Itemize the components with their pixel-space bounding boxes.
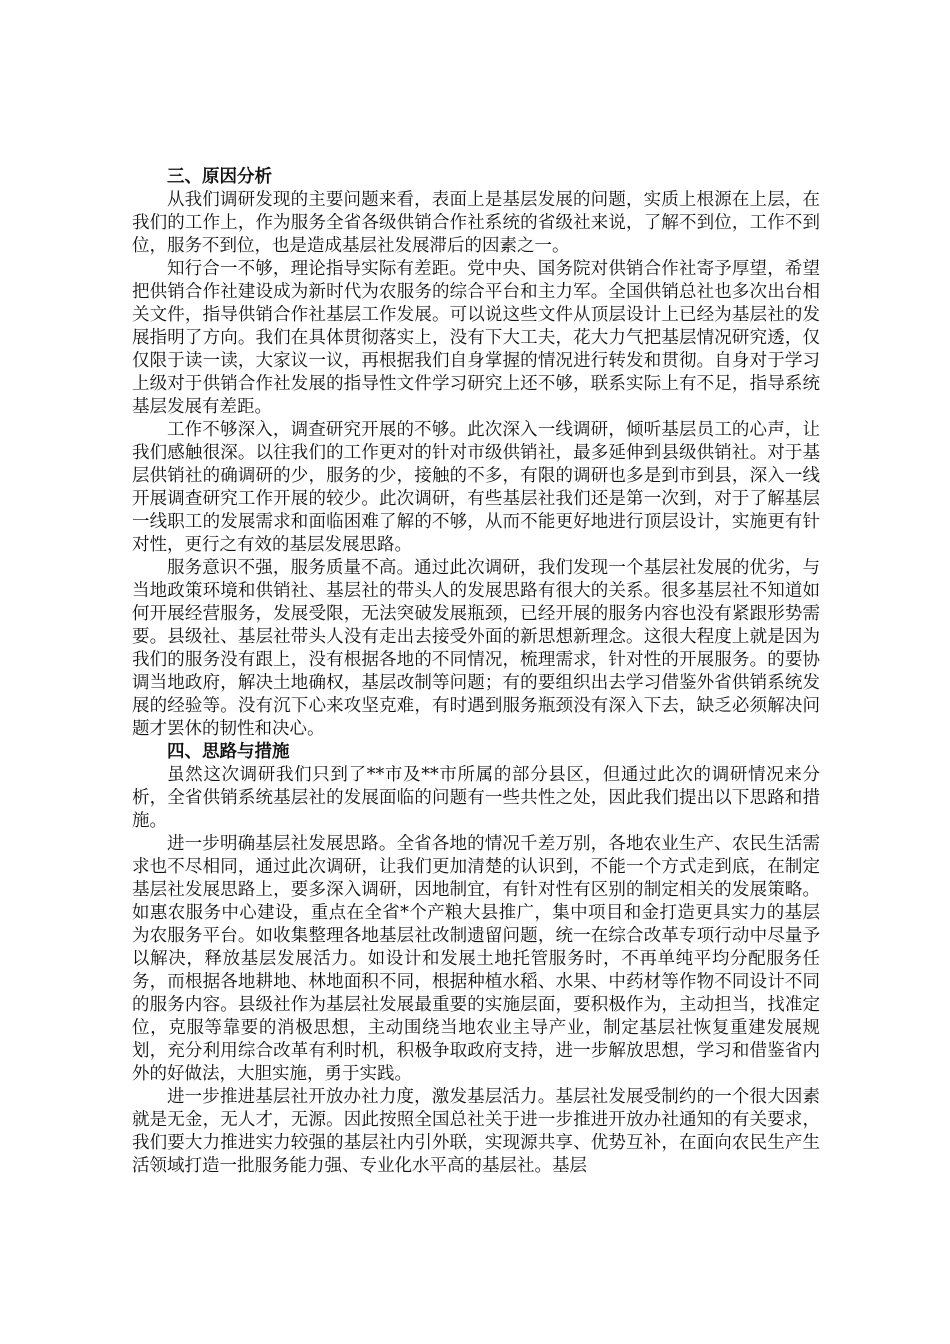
paragraph: 知行合一不够，理论指导实际有差距。党中央、国务院对供销合作社寄予厚望，希望把供销合作社建设成为新时代为农服务的综合平台和主力军。全国供销总社也多次出台相关文件，指导供销合作社基层工作发展。可以说这些文件从顶层设计上已经为基层社的发展指明了方向。我们在具体贯彻落实上，没有下大工夫，花大力气把基层情况研究透，仅仅限于读一读，大家议一议，再根据我们自身掌握的情况进行转发和贯彻。自身对于学习上级对于供销合作社发展的指导性文件学习研究上还不够，联系实际上有不足，指导系统基层发展有差距。: [132, 259, 820, 417]
paragraph: 从我们调研发现的主要问题来看，表面上是基层发展的问题，实质上根源在上层，在我们的工作上，作为服务全省各级供销合作社系统的省级社来说，了解不到位，工作不到位，服务不到位，也是造成基层社发展滞后的因素之一。: [132, 190, 820, 256]
document-page: [132, 166, 820, 1178]
section-heading-measures: 四、思路与措施: [167, 742, 290, 762]
paragraph: 工作不够深入，调查研究开展的不够。此次深入一线调研，倾听基层员工的心声，让我们感触很深。以往我们的工作更对的针对市级供销社，最多延伸到县级供销社。对于基层供销社的确调研的少，服务的少，接触的不多，有限的调研也多是到市到县，深入一线开展调查研究工作开展的较少。此次调研，有些基层社我们还是第一次到，对于了解基层一线职工的发展需求和面临困难了解的不够，从而不能更好地进行顶层设计，实施更有针对性，更行之有效的基层发展思路。: [132, 420, 820, 555]
paragraph: 进一步推进基层社开放办社力度，激发基层活力。基层社发展受制约的一个很大因素就是无金，无人才，无源。因此按照全国总社关于进一步推进开放办社通知的有关要求，我们要大力推进实力较强的基层社内引外联，实现源共享、优势互补，在面向农民生产生活领域打造一批服务能力强、专业化水平高的基层社。基层: [132, 1087, 820, 1176]
section-heading-causes: 三、原因分析: [167, 167, 272, 187]
paragraph: 服务意识不强，服务质量不高。通过此次调研，我们发现一个基层社发展的优劣，与当地政策环境和供销社、基层社的带头人的发展思路有很大的关系。很多基层社不知道如何开展经营服务，发展受限，无法突破发展瓶颈，已经开展的服务内容也没有紧跟形势需要。县级社、基层社带头人没有走出去接受外面的新思想新理念。这很大程度上就是因为我们的服务没有跟上，没有根据各地的不同情况，梳理需求，针对性的开展服务。的要协调当地政府，解决土地确权，基层改制等问题；有的要组织出去学习借鉴外省供销系统发展的经验等。没有沉下心来攻坚克难，有时遇到服务瓶颈没有深入下去，缺乏必须解决问题才罢休的韧性和决心。: [132, 558, 820, 739]
paragraph: 进一步明确基层社发展思路。全省各地的情况千差万别，各地农业生产、农民生活需求也不尽相同，通过此次调研，让我们更加清楚的认识到，不能一个方式走到底，在制定基层社发展思路上，要多深入调研，因地制宜，有针对性有区别的制定相关的发展策略。如惠农服务中心建设，重点在全省*个产粮大县推广，集中项目和金打造更具实力的基层为农服务平台。如收集整理各地基层社改制遗留问题，统一在综合改革专项行动中尽量予以解决，释放基层发展活力。如设计和发展土地托管服务时，不再单纯平均分配服务任务，而根据各地耕地、林地面积不同，根据种植水稻、水果、中药材等作物不同设计不同的服务内容。县级社作为基层社发展最重要的实施层面，要积极作为，主动担当，找准定位，克服等靠要的消极思想，主动围绕当地农业主导产业，制定基层社恢复重建发展规划，充分利用综合改革有利时机，积极争取政府支持，进一步解放思想，学习和借鉴省内外的好做法，大胆实施，勇于实践。: [132, 834, 820, 1084]
paragraph: 虽然这次调研我们只到了**市及**市所属的部分县区，但通过此次的调研情况来分析，全省供销系统基层社的发展面临的问题有一些共性之处，因此我们提出以下思路和措施。: [132, 765, 820, 831]
